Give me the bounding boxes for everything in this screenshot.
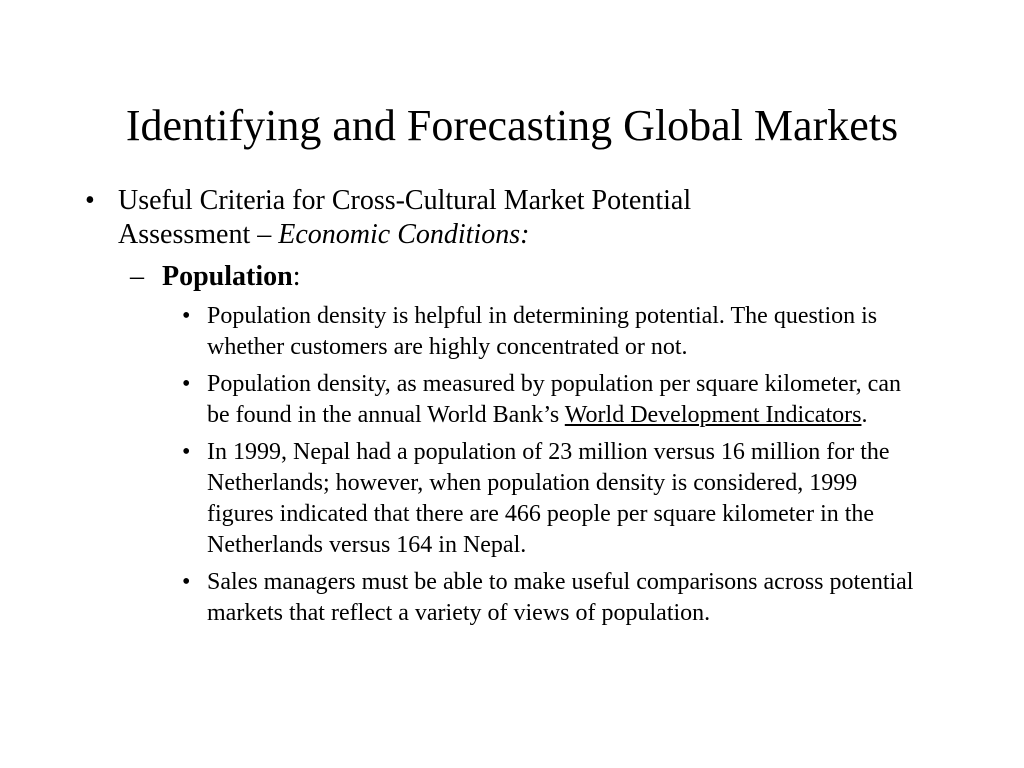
list-item xyxy=(182,301,927,363)
bullet-marker: • xyxy=(182,371,191,397)
criteria-text-line2: Assessment – xyxy=(118,219,279,250)
bullet-marker: • xyxy=(182,569,191,595)
dash-marker: – xyxy=(130,261,144,292)
criteria-text-line1: Useful Criteria for Cross-Cultural Market Potential xyxy=(118,185,692,216)
population-points-list xyxy=(182,301,965,629)
slide-title: Identifying and Forecasting Global Markets xyxy=(125,101,899,150)
bullet-marker: • xyxy=(182,439,191,465)
population-subheading xyxy=(130,260,965,294)
list-item xyxy=(182,437,927,561)
list-item xyxy=(182,567,927,629)
bullet-marker: • xyxy=(182,303,191,329)
criteria-bullet xyxy=(85,184,965,252)
population-colon: : xyxy=(292,261,301,292)
point-sales-managers-text: Sales managers must be able to make useful comparisons across potential markets that reflect a variety of views of population. xyxy=(207,569,914,626)
point-worldbank-text: Population density, as measured by population per square kilometer, can be found in the annual World Bank’s xyxy=(207,371,901,428)
world-development-indicators-link[interactable]: World Development Indicators xyxy=(564,402,862,428)
population-label: Population xyxy=(162,261,293,292)
list-item xyxy=(182,369,927,431)
bullet-marker: • xyxy=(85,185,95,216)
point-nepal-text: In 1999, Nepal had a population of 23 million versus 16 million for the Netherlands; however, when population density is considered, 1999 figures indicated that there are 466 people per square kilometer in the Netherlands versus 164 in Nepal. xyxy=(207,439,890,558)
point-worldbank-period: . xyxy=(861,402,868,428)
point-density-text: Population density is helpful in determining potential. The question is whether customers are highly concentrated or not. xyxy=(207,303,878,360)
main-bullet-section xyxy=(85,184,965,635)
economic-conditions-text: Economic Conditions: xyxy=(278,219,530,250)
